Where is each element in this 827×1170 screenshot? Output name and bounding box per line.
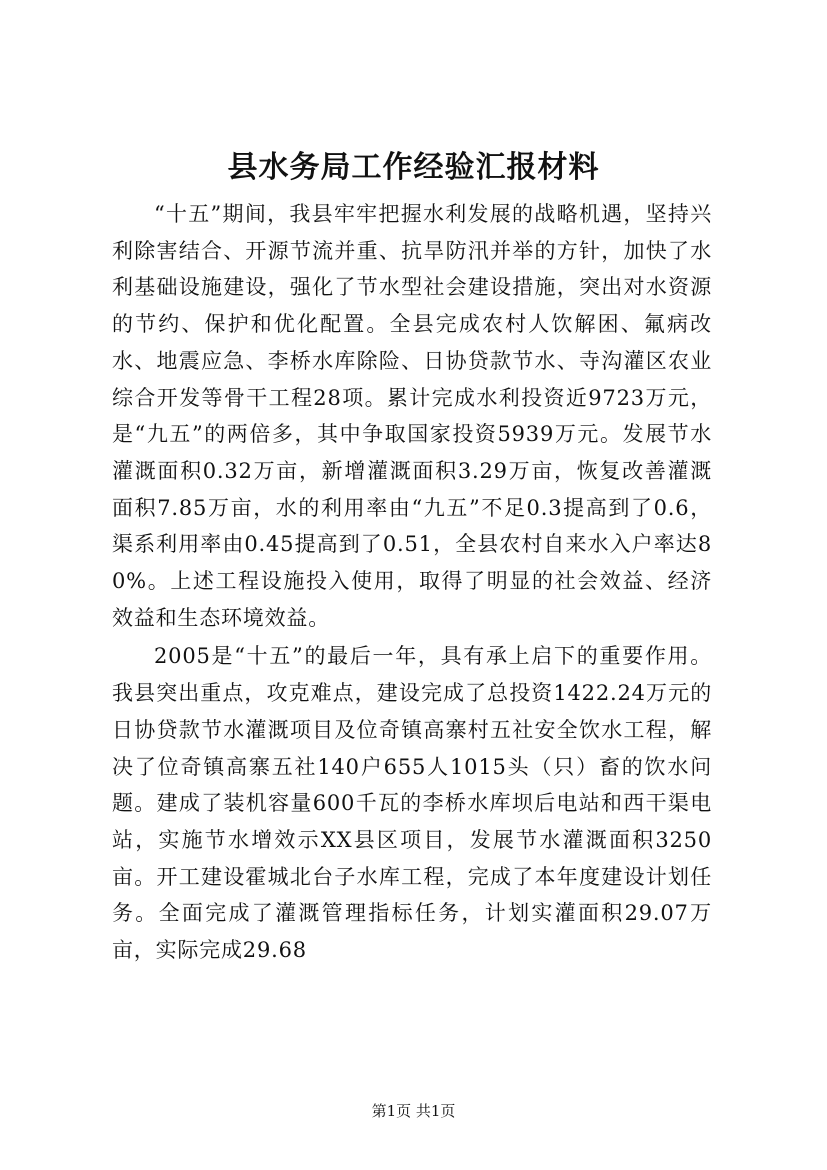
document-body bbox=[112, 196, 712, 969]
page-footer: 第1页 共1页 bbox=[371, 1102, 456, 1120]
paragraph-1: “十五”期间，我县牢牢把握水利发展的战略机遇，坚持兴利除害结合、开源节流并重、抗旱防汛并举的方针，加快了水利基础设施建设，强化了节水型社会建设措施，突出对水资源的节约、保护和优化配置。全县完成农村人饮解困、氟病改水、地震应急、李桥水库除险、日协贷款节水、寺沟灌区农业综合开发等骨干工程28项。累计完成水利投资近9723万元，是“九五”的两倍多，其中争取国家投资5939万元。发展节水灌溉面积0.32万亩，新增灌溉面积3.29万亩，恢复改善灌溉面积7.85万亩，水的利用率由“九五”不足0.3提高到了0.6，渠系利用率由0.45提高到了0.51，全县农村自来水入户率达80%。上述工程设施投入使用，取得了明显的社会效益、经济效益和生态环境效益。 bbox=[112, 202, 712, 630]
paragraph-2: 2005是“十五”的最后一年，具有承上启下的重要作用。我县突出重点，攻克难点，建设完成了总投资1422.24万元的日协贷款节水灌溉项目及位奇镇高寨村五社安全饮水工程，解决了位奇镇高寨五社140户655人1015头（只）畜的饮水问题。建成了装机容量600千瓦的李桥水库坝后电站和西干渠电站，实施节水增效示XX县区项目，发展节水灌溉面积3250亩。开工建设霍城北台子水库工程，完成了本年度建设计划任务。全面完成了灌溉管理指标任务，计划实灌面积29.07万亩，实际完成29.68 bbox=[112, 644, 712, 963]
document-title: 县水务局工作经验汇报材料 bbox=[227, 150, 600, 185]
